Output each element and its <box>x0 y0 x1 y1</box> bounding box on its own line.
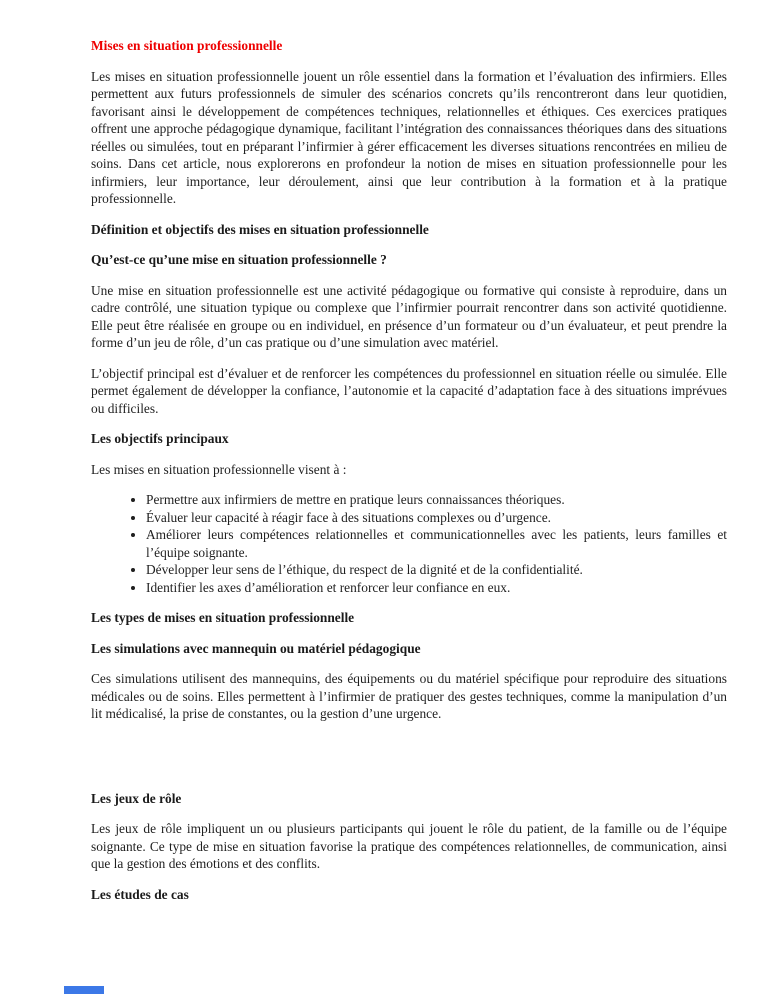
heading-etudes-de-cas: Les études de cas <box>91 886 189 902</box>
heading-definition-objectifs: Définition et objectifs des mises en situation professionnelle <box>91 221 429 237</box>
bullet-item: • Développer leur sens de l’éthique, du respect de la dignité et de la confidentialité. <box>146 561 727 579</box>
cutoff-blue-element <box>64 986 104 994</box>
bullet-item: • Permettre aux infirmiers de mettre en pratique leurs connaissances théoriques. <box>146 491 727 509</box>
paragraph-simulations: Ces simulations utilisent des mannequins, des équipements ou du matériel spécifique pour reproduire des situations médicales ou de soins. Elles permettent à l’infirmier de pratiquer des gestes techniques, comme la manipulation d’un lit médicalisé, la prise de constantes, ou la gestion d’une urgence. <box>91 671 727 721</box>
heading-jeux-de-role: Les jeux de rôle <box>91 790 182 806</box>
paragraph-jeux-de-role: Les jeux de rôle impliquent un ou plusieurs participants qui jouent le rôle du patient, de la famille ou de l’équipe soignante. Ce type de mise en situation favorise la pratique des compétences relationnelles, de communication, ainsi que la gestion des émotions et des conflits. <box>91 821 727 871</box>
paragraph-objectif-principal: L’objectif principal est d’évaluer et de renforcer les compétences du professionnel en situation réelle ou simulée. Elle permet également de développer la confiance, l’autonomie et la capacité d’adaptation face à des situations imprévues ou difficiles. <box>91 365 727 416</box>
paragraph-definition: Une mise en situation professionnelle est une activité pédagogique ou formative qui consiste à reproduire, dans un cadre contrôlé, une situation typique ou complexe que l’infirmier pourrait rencontrer dans son activité quotidienne. Elle peut être réalisée en groupe ou en individuel, en présence d’un formateur ou d’un évaluateur, et peut prendre la forme d’un jeu de rôle, d’un cas pratique ou d’une simulation avec matériel. <box>91 282 727 350</box>
bullet-item: • Évaluer leur capacité à réagir face à des situations complexes ou d’urgence. <box>146 509 727 527</box>
bullet-item: • Améliorer leurs compétences relationnelles et communicationnelles avec les patients, leurs familles et l’équipe soignante. <box>146 526 727 561</box>
heading-simulations-mannequin: Les simulations avec mannequin ou matériel pédagogique <box>91 640 421 656</box>
document-title: Mises en situation professionnelle <box>91 38 283 53</box>
paragraph-visent-a: Les mises en situation professionnelle visent à : <box>91 461 347 477</box>
heading-quest-ce-quune-mise: Qu’est-ce qu’une mise en situation professionnelle ? <box>91 252 387 267</box>
heading-objectifs-principaux: Les objectifs principaux <box>91 431 229 446</box>
heading-types-de-mises: Les types de mises en situation professionnelle <box>91 610 355 625</box>
paragraph-intro: Les mises en situation professionnelle jouent un rôle essentiel dans la formation et l’évaluation des infirmiers. Elles permettent aux futurs professionnels de simuler des scénarios concrets qu’ils rencontreront dans leur quotidien, favorisant ainsi le développement de compétences techniques, relationnelles et éthiques. Ces exercices pratiques offrent une approche pédagogique dynamique, facilitant l’intégration des connaissances théoriques dans des situations réelles ou simulées, tout en préparant l’infirmier à gérer efficacement les diverses situations rencontrées en milieu de soins. Dans cet article, nous explorerons en profondeur la notion de mises en situation professionnelle pour les infirmiers, leur importance, leur déroulement, ainsi que leur contribution à la formation et à la pratique professionnelle. <box>91 68 727 206</box>
objectives-bullet-list <box>91 491 727 596</box>
bullet-item: • Identifier les axes d’amélioration et renforcer leur confiance en eux. <box>146 579 727 597</box>
